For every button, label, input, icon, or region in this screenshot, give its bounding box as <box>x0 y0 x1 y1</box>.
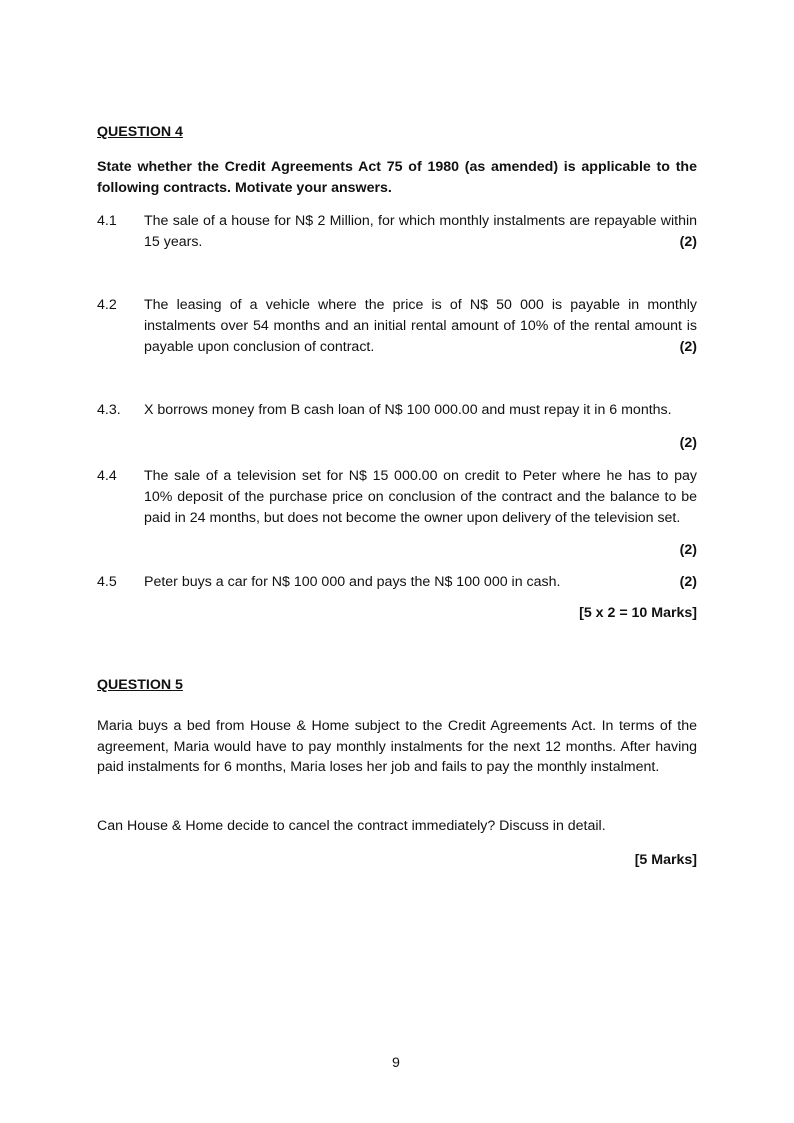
item-4-3 <box>97 400 697 451</box>
item-number: 4.1 <box>97 213 117 229</box>
question-4-total: [5 x 2 = 10 Marks] <box>579 605 697 621</box>
item-number: 4.4 <box>97 468 117 484</box>
question-5-question: Can House & Home decide to cancel the contract immediately? Discuss in detail. <box>97 818 606 834</box>
item-number: 4.5 <box>97 574 117 590</box>
item-number: 4.3. <box>97 402 121 418</box>
item-marks: (2) <box>679 234 697 250</box>
question-4-heading: QUESTION 4 <box>97 124 183 140</box>
item-text: The sale of a house for N$ 2 Million, for which monthly instalments are repayable within 15 years. <box>144 213 697 250</box>
item-marks: (2) <box>679 574 697 590</box>
item-number: 4.2 <box>97 297 117 313</box>
page-number: 9 <box>392 1055 400 1071</box>
question-4-intro: State whether the Credit Agreements Act 75 of 1980 (as amended) is applicable to the following contracts. Motivate your answers. <box>97 159 697 196</box>
item-4-1 <box>97 211 697 253</box>
item-4-5 <box>97 572 697 593</box>
item-marks: (2) <box>679 339 697 355</box>
question-5-heading: QUESTION 5 <box>97 677 183 693</box>
question-5-total: [5 Marks] <box>634 852 697 868</box>
item-marks: (2) <box>679 542 697 558</box>
item-marks: (2) <box>679 435 697 451</box>
item-text: X borrows money from B cash loan of N$ 100 000.00 and must repay it in 6 months. <box>144 402 672 418</box>
question-5-scenario: Maria buys a bed from House & Home subject to the Credit Agreements Act. In terms of the agreement, Maria would have to pay monthly instalments for the next 12 months. After having paid instalments for 6 months, Maria loses her job and fails to pay the monthly instalment. <box>97 718 697 775</box>
item-text: The leasing of a vehicle where the price is of N$ 50 000 is payable in monthly instalments over 54 months and an initial rental amount of 10% of the rental amount is payable upon conclusion of contract. <box>144 297 697 355</box>
item-4-4 <box>97 466 697 558</box>
item-4-2 <box>97 295 697 358</box>
item-text: Peter buys a car for N$ 100 000 and pays the N$ 100 000 in cash. <box>144 574 561 590</box>
item-text: The sale of a television set for N$ 15 000.00 on credit to Peter where he has to pay 10% deposit of the purchase price on conclusion of the contract and the balance to be paid in 24 months, but does not become the owner upon delivery of the television set. <box>144 468 697 526</box>
